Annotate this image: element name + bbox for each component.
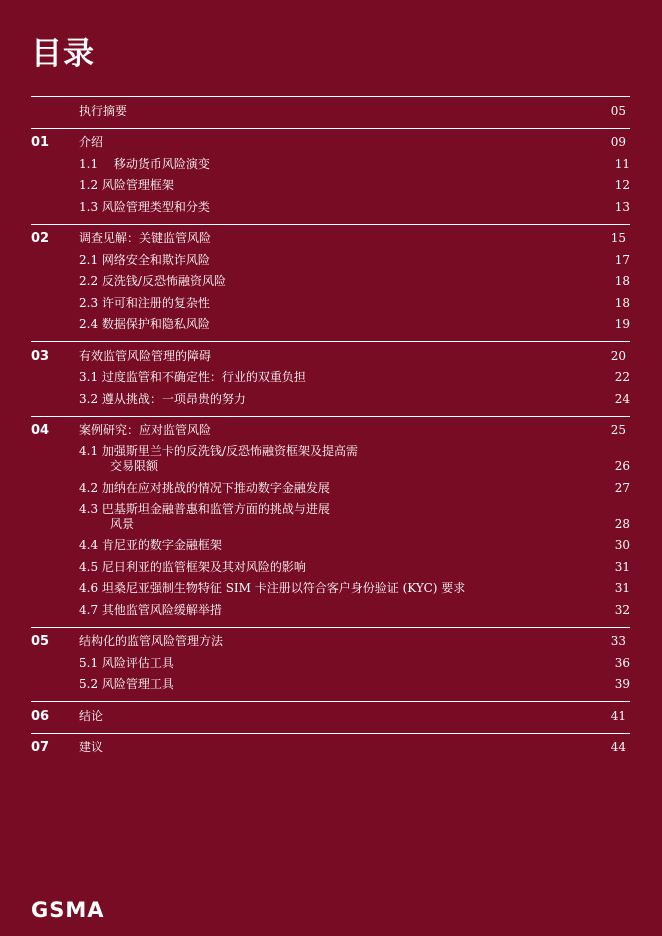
chapter-number-spacer: [31, 692, 79, 694]
chapter-title: 建议: [79, 740, 104, 754]
page-number: 18: [614, 295, 630, 310]
subsection-title: 3.2 遵从挑战：一项昂贵的努力: [79, 391, 246, 406]
subsection-label: [79, 603, 615, 620]
page-number: 26: [614, 459, 630, 473]
subsection-label: [79, 538, 615, 555]
subsection-title: 4.2 加纳在应对挑战的情况下推动数字金融发展: [79, 480, 330, 495]
subsection-title: 1.1 移动货币风险演变: [79, 156, 210, 171]
chapter-number-spacer: [31, 671, 79, 673]
subsection-label: [79, 444, 615, 476]
page-number: 11: [614, 156, 630, 171]
toc-subsection-entry[interactable]: [31, 366, 630, 388]
toc-subsection-entry[interactable]: [31, 387, 630, 409]
toc-subsection-entry[interactable]: [31, 152, 630, 174]
subsection-label: [79, 370, 615, 387]
chapter-number: 06: [31, 708, 50, 724]
subsection-title: 4.5 尼日利亚的监管框架及其对风险的影响: [79, 559, 306, 574]
chapter-number-spacer: [31, 193, 79, 195]
subsection-label: [79, 200, 615, 217]
subsection-label: [79, 481, 615, 498]
subsection-title: 2.3 许可和注册的复杂性: [79, 295, 210, 310]
page-number: 24: [614, 391, 630, 406]
chapter-title: 有效监管风险管理的障碍: [79, 348, 212, 363]
toc-section: [31, 341, 630, 413]
page-number: 18: [614, 274, 630, 288]
subsection-title: 4.6 坦桑尼亚强制生物特征 SIM 卡注册以符合客户身份验证 (KYC) 要求: [79, 581, 466, 595]
chapter-title: 介绍: [79, 135, 104, 149]
subsection-title: 1.3 风险管理类型和分类: [79, 199, 210, 214]
page-number: 25: [610, 423, 626, 437]
page-number: 36: [614, 655, 630, 670]
table-of-contents: [31, 96, 630, 761]
subsection-label: [79, 296, 615, 313]
page-number: 39: [614, 677, 630, 691]
subsection-label: [79, 502, 615, 534]
page-number: 33: [610, 634, 626, 648]
subsection-title-continued: 交易限额: [110, 459, 159, 473]
toc-subsection-entry[interactable]: [31, 577, 630, 599]
toc-section: [31, 627, 630, 699]
chapter-number: 01: [31, 135, 50, 150]
toc-subsection-entry[interactable]: [31, 291, 630, 313]
page-number: 41: [610, 708, 626, 723]
toc-chapter-entry[interactable]: [31, 99, 630, 121]
page-number: 05: [610, 103, 626, 118]
toc-subsection-entry[interactable]: [31, 498, 630, 534]
subsection-label: [79, 560, 615, 577]
chapter-number-spacer: [31, 311, 79, 313]
chapter-number-spacer: [31, 172, 79, 174]
chapter-number-spacer: [31, 553, 79, 555]
chapter-number-spacer: [31, 474, 79, 476]
toc-chapter-entry[interactable]: [31, 344, 630, 366]
toc-section: [31, 416, 630, 624]
page-number: 09: [610, 135, 626, 149]
chapter-number-spacer: [31, 215, 79, 217]
subsection-label: [79, 178, 615, 195]
page-number: 17: [614, 252, 630, 267]
chapter-title: 执行摘要: [79, 103, 128, 118]
page-number: 12: [614, 178, 630, 192]
gsma-logo: GSMA: [31, 898, 105, 922]
toc-section: [31, 701, 630, 730]
toc-subsection-entry[interactable]: [31, 673, 630, 695]
subsection-label: [79, 677, 615, 694]
subsection-title: 1.2 风险管理框架: [79, 178, 174, 192]
toc-subsection-entry[interactable]: [31, 313, 630, 335]
page-number: 44: [610, 740, 626, 754]
subsection-title: 2.1 网络安全和欺诈风险: [79, 252, 210, 267]
toc-subsection-entry[interactable]: [31, 476, 630, 498]
page-number: 31: [614, 581, 630, 595]
page-number: 27: [614, 480, 630, 495]
toc-subsection-entry[interactable]: [31, 555, 630, 577]
toc-subsection-entry[interactable]: [31, 598, 630, 620]
toc-section: [31, 733, 630, 762]
toc-subsection-entry[interactable]: [31, 174, 630, 196]
chapter-number-spacer: [31, 407, 79, 409]
page-number: 22: [614, 370, 630, 384]
subsection-title: 4.4 肯尼亚的数字金融框架: [79, 538, 222, 552]
chapter-title: 结论: [79, 708, 104, 723]
subsection-label: [79, 392, 615, 409]
page-number: 13: [614, 199, 630, 214]
page-title: 目录: [31, 36, 95, 72]
page-number: 31: [614, 559, 630, 574]
subsection-title-continued: 风景: [110, 516, 135, 531]
toc-subsection-entry[interactable]: [31, 651, 630, 673]
subsection-label: [79, 581, 615, 598]
subsection-title: 2.2 反洗钱/反恐怖融资风险: [79, 274, 226, 288]
toc-chapter-entry[interactable]: [31, 704, 630, 726]
chapter-number-spacer: [31, 575, 79, 577]
page-number: 15: [610, 231, 626, 245]
toc-chapter-entry[interactable]: [31, 419, 630, 441]
subsection-label: [79, 253, 615, 270]
toc-chapter-entry[interactable]: [31, 736, 630, 758]
subsection-title: 4.1 加强斯里兰卡的反洗钱/反恐怖融资框架及提高需: [79, 444, 358, 458]
subsection-title: 2.4 数据保护和隐私风险: [79, 317, 210, 331]
chapter-title: 案例研究：应对监管风险: [79, 423, 212, 437]
chapter-number-spacer: [31, 289, 79, 291]
chapter-number: 07: [31, 740, 50, 755]
subsection-label: [79, 157, 615, 174]
toc-section: [31, 128, 630, 221]
toc-subsection-entry[interactable]: [31, 270, 630, 292]
chapter-number-spacer: [31, 596, 79, 598]
chapter-number: 02: [31, 231, 50, 246]
subsection-title: 4.7 其他监管风险缓解举措: [79, 602, 222, 617]
toc-subsection-entry[interactable]: [31, 440, 630, 476]
toc-chapter-entry[interactable]: [31, 131, 630, 153]
subsection-label: [79, 317, 615, 334]
chapter-number-spacer: [31, 496, 79, 498]
chapter-number: 05: [31, 634, 50, 649]
toc-subsection-entry[interactable]: [31, 534, 630, 556]
chapter-title: 结构化的监管风险管理方法: [79, 634, 224, 648]
toc-subsection-entry[interactable]: [31, 195, 630, 217]
chapter-number-spacer: [31, 385, 79, 387]
chapter-number-spacer: [31, 332, 79, 334]
page-number: 19: [614, 317, 630, 331]
subsection-label: [79, 274, 615, 291]
subsection-label: [79, 656, 615, 673]
page-number: 30: [614, 538, 630, 552]
chapter-number: [31, 119, 79, 121]
toc-section: [31, 224, 630, 339]
subsection-title: 5.2 风险管理工具: [79, 677, 174, 691]
chapter-number: 04: [31, 423, 50, 438]
subsection-title: 4.3 巴基斯坦金融普惠和监管方面的挑战与进展: [79, 501, 330, 516]
toc-section: [31, 96, 630, 125]
chapter-number-spacer: [31, 618, 79, 620]
chapter-number: 03: [31, 348, 50, 364]
chapter-number-spacer: [31, 532, 79, 534]
chapter-title: 调查见解：关键监管风险: [79, 231, 212, 245]
toc-subsection-entry[interactable]: [31, 248, 630, 270]
toc-chapter-entry[interactable]: [31, 630, 630, 652]
page-number: 20: [610, 348, 626, 363]
page-number: 28: [614, 516, 630, 531]
subsection-title: 3.1 过度监管和不确定性：行业的双重负担: [79, 370, 306, 384]
subsection-title: 5.1 风险评估工具: [79, 655, 174, 670]
chapter-number-spacer: [31, 268, 79, 270]
toc-chapter-entry[interactable]: [31, 227, 630, 249]
page-number: 32: [614, 602, 630, 617]
